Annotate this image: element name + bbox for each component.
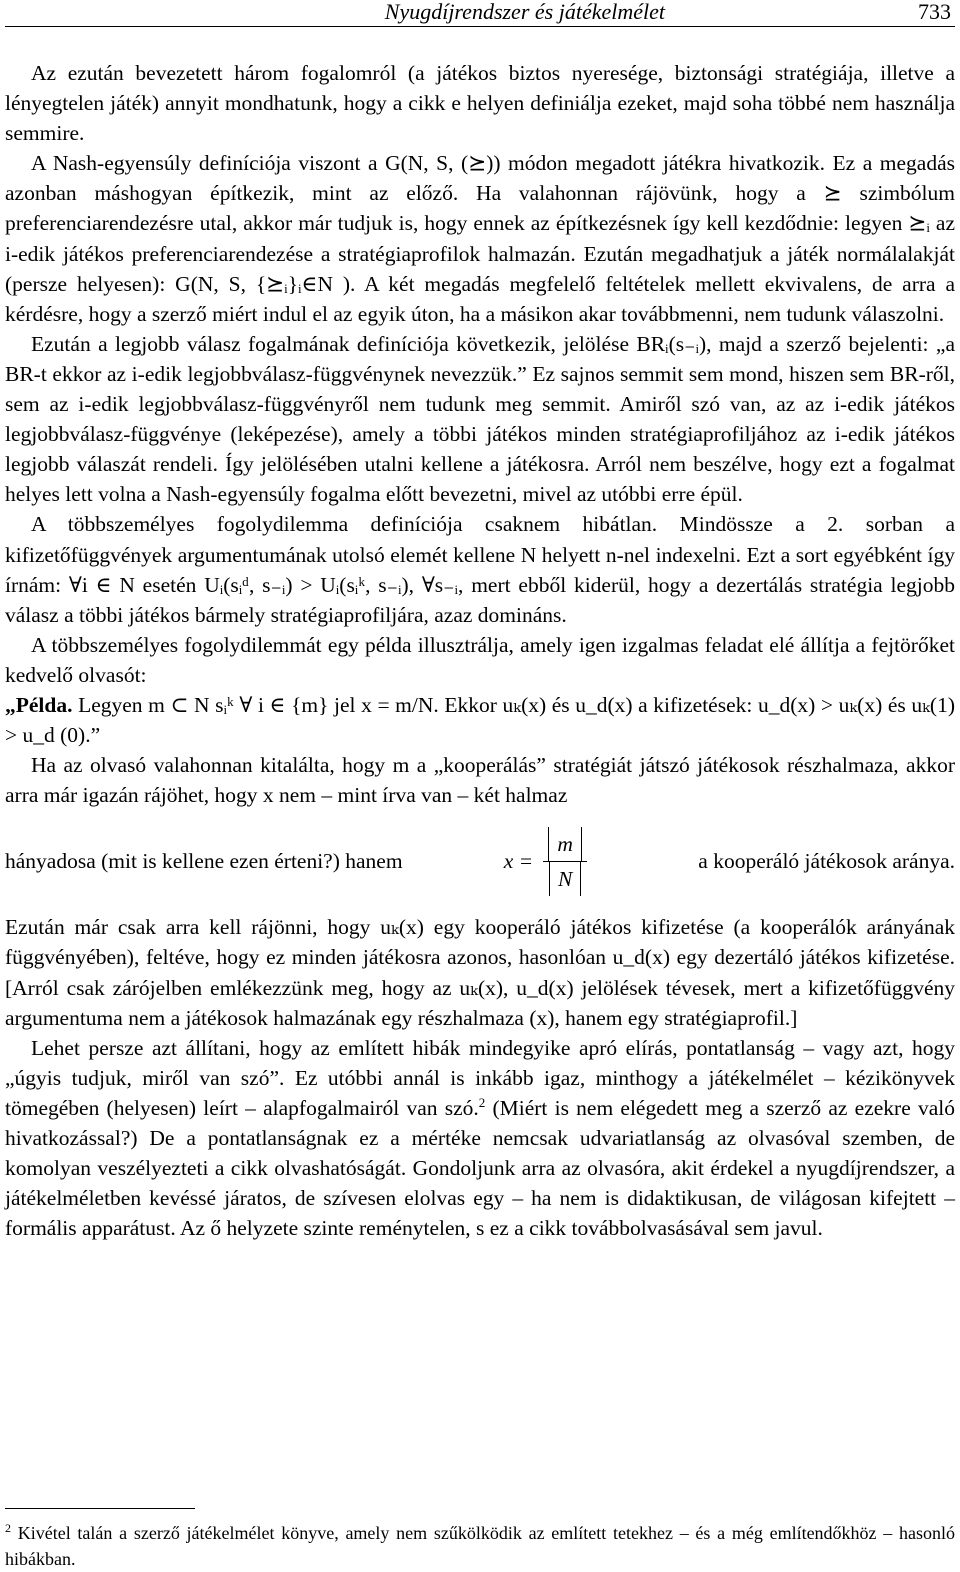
paragraph-5: A többszemélyes fogolydilemmát egy példa illusztrálja, amely igen izgalmas feladat elé állítja a fejtörőket kedvelő olvasót: (5, 632, 955, 687)
paragraph-footnote-ref-after: (Miért is nem elégedett meg a szerző az ezekre való hivatkozással?) De a pontatlanságnak ez a mértéke nemcsak udvariatlanság az olvasóval szemben, de komolyan veszélyezteti a cikk olvashatóságát. Gondoljunk arra az olvasóra, akit érdekel a nyugdíjrendszer, a játékelméletben kevéssé járatos, de szívesen elolvas egy – ha nem is didaktikusan, de világosan kifejtett – formális apparátust. Az ő helyzete szinte reménytelen, s ez a cikk továbbolvasásával sem javul. (5, 1095, 955, 1241)
example-label: „Példa. (5, 692, 73, 717)
paragraph-footnote-ref (5, 1033, 955, 1244)
footnote-text: Kivétel talán a szerző játékelmélet könyve, amely nem szűkölködik az említett tetekhez – és a még említendőkhöz – hasonló hibákban. (5, 1523, 955, 1569)
formula-fraction (543, 827, 587, 896)
footnote-mark: 2 (5, 1521, 11, 1535)
display-formula-line (5, 814, 955, 908)
paragraph-3: Ezután a legjobb válasz fogalmának definíciója következik, jelölése BRᵢ(s₋ᵢ), majd a szerző bejelenti: „a BR-t ekkor az i-edik legjobbválasz-függvénynek nevezzük.” Ez sajnos semmit sem mond, hiszen sem BR-ről, sem az i-edik legjobbválasz-függvényről nem tudunk meg semmit. Amiről szó van, az az i-edik játékos legjobbválasz-függvénye (leképezése), amely a többi játékos minden stratégiaprofiljához az i-edik játékos legjobb válaszát rendeli. Így jelölésében utalni kellene a játékosra. Arról nem beszélve, hogy ezt a fogalmat helyes lett volna a Nash-egyensúly fogalma előtt bevezetni, mivel az utóbbi erre épül. (5, 331, 955, 507)
display-formula (504, 827, 597, 896)
fraction-denominator: N (549, 862, 581, 896)
main-text (5, 58, 955, 1243)
footnote-divider (5, 1508, 195, 1509)
paragraph-4: A többszemélyes fogolydilemma definíciója csaknem hibátlan. Mindössze a 2. sorban a kifizetőfüggvények argumentumának utolsó elemét kellene N helyett n-nel indexelni. Ezt a sort egyébként így írnám: ∀i ∈ N esetén Uᵢ(sᵢᵈ, s₋ᵢ) > Uᵢ(sᵢᵏ, s₋ᵢ), ∀s₋ᵢ, mert ebből kiderül, hogy a dezertálás stratégia legjobb válasz a többi játékos bármely stratégiaprofiljára, azaz domináns. (5, 512, 955, 627)
page-number: 733 (918, 0, 951, 24)
running-title: Nyugdíjrendszer és játékelmélet (384, 0, 665, 24)
example-paragraph (5, 690, 955, 750)
paragraph-2: A Nash-egyensúly definíciója viszont a G(N, S, (⪰)) módon megadott játékra hivatkozik. Ez a megadás azonban máshogyan építkezik, mint az előző. Ha valahonnan rájövünk, hogy a ⪰ szimbólum preferenciarendezésre utal, akkor már tudjuk is, hogy ennek az építkezésnek így kell kezdődnie: legyen ⪰ᵢ az i-edik játékos preferenciarendezése a stratégiaprofilok halmazán. Ezután megadhatjuk a játék normálalakját (persze helyesen): G(N, S, {⪰ᵢ}ᵢ∈N ). A két megadás megfelelő feltételek mellett ekvivalens, de arra a kérdésre, hogy a szerző miért indul el az egyik úton, ha a másikon akar továbbmenni, nem tudunk válaszolni. (5, 151, 955, 326)
display-left-text: hányadosa (mit is kellene ezen érteni?) hanem (5, 849, 403, 874)
footnote (5, 1515, 955, 1572)
paragraph-1: Az ezután bevezetett három fogalomról (a játékos biztos nyeresége, biztonsági stratégiája, illetve a lényegtelen játék) annyit mondhatunk, hogy a cikk e helyen definiálja ezeket, majd soha többé nem használja semmire. (5, 61, 955, 146)
formula-lhs: x = (503, 849, 534, 874)
paragraph-before-display: Ha az olvasó valahonnan kitalálta, hogy m a „kooperálás” stratégiát játszó játékosok részhalmaza, akkor arra már igazán rájöhet, hogy x nem – mint írva van – két halmaz (5, 753, 955, 808)
example-text: Legyen m ⊂ N sᵢᵏ ∀ i ∈ {m} jel x = m/N. Ekkor uₖ(x) és u_d(x) a kifizetések: u_d(x) > uₖ(x) és uₖ(1) > u_d (0).” (5, 692, 955, 748)
running-header (5, 0, 955, 27)
fraction-numerator: m (548, 827, 582, 861)
paragraph-footnote-ref-before: Lehet persze azt állítani, hogy az említett hibák mindegyike apró elírás, pontatlanság – vagy azt, hogy „úgyis tudjuk, miről van szó”. Ez utóbbi annál is inkább igaz, minthogy a játékelmélet – kézikönyvek tömegében (helyesen) leírt – alapfogalmairól van szó. (5, 1035, 955, 1120)
display-right-text: a kooperáló játékosok aránya. (698, 849, 955, 874)
footnote-ref-mark[interactable]: 2 (478, 1094, 486, 1110)
paragraph-after-display: Ezután már csak arra kell rájönni, hogy uₖ(x) egy kooperáló játékos kifizetése (a kooperálók arányának függvényében), feltéve, hogy ez minden játékosra azonos, hasonlóan u_d(x) egy dezertáló játékos kifizetése. [Arról csak zárójelben emlékezzünk meg, hogy az uₖ(x), u_d(x) jelölések tévesek, mert a kifizetőfüggvény argumentuma nem a játékosok halmazának egy részhalmaza (x), hanem egy stratégiaprofil.] (5, 915, 955, 1030)
